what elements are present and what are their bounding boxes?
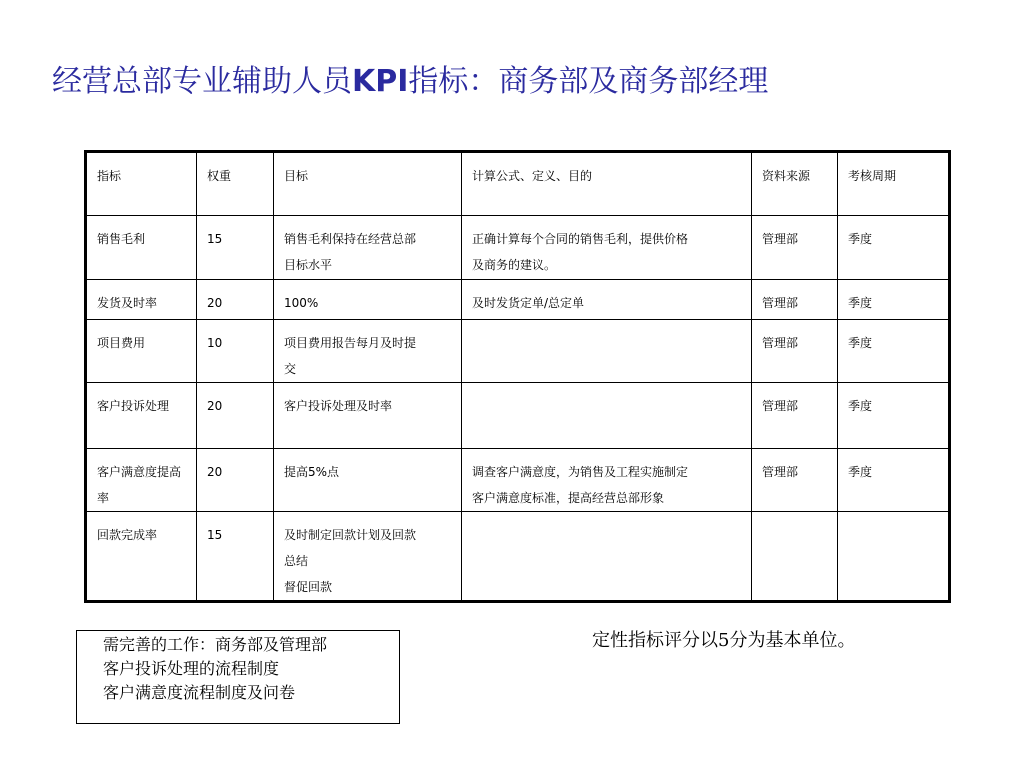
cell-target (274, 512, 462, 602)
table-row (86, 280, 950, 320)
cell-indicator: 发货及时率 (86, 280, 197, 320)
note-line: 需完善的工作：商务部及管理部 (103, 635, 328, 654)
kpi-table (84, 150, 951, 603)
cell-weight: 10 (197, 320, 274, 383)
cell-source (752, 512, 838, 602)
header-cell-target: 目标 (274, 152, 462, 216)
cell-line: 交 (284, 362, 297, 376)
header-cell-indicator: 指标 (86, 152, 197, 216)
header-cell-source: 资料来源 (752, 152, 838, 216)
cell-line: 及商务的建议。 (472, 258, 557, 272)
cell-indicator: 回款完成率 (86, 512, 197, 602)
cell-weight: 20 (197, 383, 274, 449)
cell-indicator: 客户投诉处理 (86, 383, 197, 449)
cell-indicator: 客户满意度提高率 (86, 449, 197, 512)
cell-source: 管理部 (752, 383, 838, 449)
cell-line: 客户投诉处理及时率 (284, 399, 393, 413)
header-cell-weight: 权重 (197, 152, 274, 216)
table-header-row (86, 152, 950, 216)
cell-target (274, 383, 462, 449)
cell-formula (462, 449, 752, 512)
header-cell-formula: 计算公式、定义、目的 (462, 152, 752, 216)
cell-formula (462, 512, 752, 602)
cell-period: 季度 (838, 280, 950, 320)
cell-line: 销售毛利保持在经营总部 (284, 232, 417, 246)
cell-weight: 15 (197, 216, 274, 280)
table-row (86, 512, 950, 602)
cell-formula (462, 216, 752, 280)
cell-period: 季度 (838, 320, 950, 383)
title-prefix: 经营总部专业辅助人员 (52, 64, 352, 99)
table-row (86, 383, 950, 449)
cell-line: 总结 (284, 554, 309, 568)
cell-period: 季度 (838, 216, 950, 280)
cell-line: 客户满意度标准，提高经营总部形象 (472, 491, 665, 505)
cell-target (274, 320, 462, 383)
cell-period: 季度 (838, 449, 950, 512)
cell-indicator: 销售毛利 (86, 216, 197, 280)
cell-source: 管理部 (752, 216, 838, 280)
cell-line: 100% (284, 296, 319, 310)
page-title (52, 56, 768, 100)
cell-line: 项目费用报告每月及时提 (284, 336, 417, 350)
cell-indicator: 项目费用 (86, 320, 197, 383)
cell-period: 季度 (838, 383, 950, 449)
header-cell-period: 考核周期 (838, 152, 950, 216)
cell-line: 目标水平 (284, 258, 333, 272)
cell-source: 管理部 (752, 280, 838, 320)
table-row (86, 216, 950, 280)
cell-target (274, 280, 462, 320)
cell-target (274, 449, 462, 512)
cell-weight: 15 (197, 512, 274, 602)
cell-weight: 20 (197, 449, 274, 512)
cell-source: 管理部 (752, 320, 838, 383)
todo-note-box (76, 630, 400, 724)
cell-formula (462, 383, 752, 449)
cell-line: 督促回款 (284, 580, 333, 594)
table-row (86, 320, 950, 383)
scoring-footnote: 定性指标评分以5分为基本单位。 (592, 630, 856, 651)
cell-source: 管理部 (752, 449, 838, 512)
cell-formula (462, 320, 752, 383)
cell-line: 正确计算每个合同的销售毛利，提供价格 (472, 232, 689, 246)
cell-formula (462, 280, 752, 320)
cell-weight: 20 (197, 280, 274, 320)
table-row (86, 449, 950, 512)
cell-line: 调查客户满意度，为销售及工程实施制定 (472, 465, 689, 479)
note-line: 客户投诉处理的流程制度 (103, 659, 280, 678)
cell-line: 提高5%点 (284, 465, 340, 479)
cell-period (838, 512, 950, 602)
title-kpi: KPI (352, 64, 409, 99)
note-line: 客户满意度流程制度及问卷 (103, 683, 296, 702)
cell-line: 及时制定回款计划及回款 (284, 528, 417, 542)
cell-target (274, 216, 462, 280)
cell-line: 及时发货定单/总定单 (472, 296, 585, 310)
title-suffix: 指标：商务部及商务部经理 (408, 64, 769, 99)
